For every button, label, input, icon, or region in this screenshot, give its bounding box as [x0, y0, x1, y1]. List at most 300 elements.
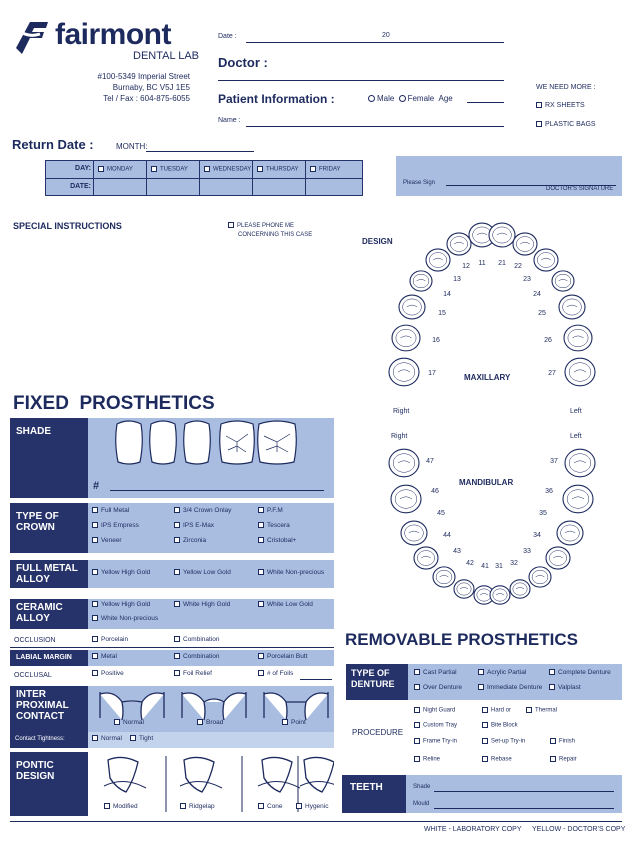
- procedure-option-checkbox[interactable]: [414, 738, 420, 744]
- procedure-option-text: Frame Try-in: [423, 738, 458, 745]
- crown-label: TYPE OF CROWN: [10, 503, 88, 553]
- pontic-section: [10, 752, 334, 816]
- procedure-option-checkbox[interactable]: [414, 707, 420, 713]
- denture-option: [478, 669, 526, 676]
- occlusal-option-text: Positive: [101, 670, 124, 677]
- ceramic-option-text: White Low Gold: [267, 601, 313, 608]
- metal-option-checkbox[interactable]: [174, 569, 180, 575]
- shade-hash: #: [93, 480, 100, 492]
- right-upper-label: Right: [393, 408, 410, 415]
- day-tuesday: [151, 166, 188, 173]
- tightness-option-text: Normal: [101, 735, 122, 742]
- crown-option-checkbox[interactable]: [258, 507, 264, 513]
- age-field[interactable]: [467, 102, 504, 103]
- tooth-44[interactable]: [414, 547, 438, 569]
- tooth-26[interactable]: [564, 325, 592, 351]
- day-tuesday-checkbox[interactable]: [151, 166, 157, 172]
- tooth-21[interactable]: [489, 223, 515, 247]
- tooth-number: 26: [544, 337, 552, 344]
- tooth-number: 42: [466, 560, 474, 567]
- occlusal-option: [174, 670, 212, 677]
- procedure-option-checkbox[interactable]: [482, 707, 488, 713]
- labial-option-text: Metal: [101, 653, 117, 660]
- crown-option-checkbox[interactable]: [174, 522, 180, 528]
- procedure-option-text: Hard or: [491, 707, 512, 714]
- ceramic-option-text: White High Gold: [183, 601, 231, 608]
- tightness-section: [10, 732, 334, 748]
- occlusal-option: [92, 670, 124, 677]
- signature-box: [396, 156, 622, 196]
- crown-option-text: IPS E-Max: [183, 522, 215, 529]
- logo-mark-icon: [10, 18, 52, 58]
- metal-option: [258, 569, 324, 576]
- denture-option: [549, 669, 611, 676]
- occlusal-option-text: # of Foils: [267, 670, 294, 677]
- tooth-34[interactable]: [546, 547, 570, 569]
- metal-option-text: Yellow High Gold: [101, 569, 151, 576]
- tooth-25[interactable]: [559, 295, 585, 319]
- day-friday: [310, 166, 341, 173]
- procedure-option-checkbox[interactable]: [482, 738, 488, 744]
- tooth-12[interactable]: [447, 233, 471, 255]
- lab-address-1: #100-5349 Imperial Street: [97, 72, 190, 81]
- ceramic-section: [10, 599, 334, 629]
- tooth-14[interactable]: [410, 271, 432, 291]
- logo: [10, 18, 52, 58]
- tightness-option-text: Tight: [139, 735, 154, 742]
- tooth-23[interactable]: [534, 249, 558, 271]
- pontic-checkbox[interactable]: [296, 803, 302, 809]
- tooth-number: 45: [437, 510, 445, 517]
- female-label: Female: [407, 94, 435, 103]
- tooth-number: 46: [431, 488, 439, 495]
- crown-option: [174, 537, 206, 544]
- left-upper-label: Left: [570, 408, 582, 415]
- denture-option-checkbox[interactable]: [414, 669, 420, 675]
- ceramic-option: [258, 601, 313, 608]
- tooth-number: 11: [478, 260, 486, 267]
- ceramic-option-checkbox[interactable]: [258, 601, 264, 607]
- tooth-31[interactable]: [490, 586, 510, 604]
- pontic-option-text: Modified: [113, 803, 138, 810]
- procedure-option: [414, 707, 455, 714]
- contact-option-text: Point: [291, 719, 306, 726]
- tightness-option-checkbox[interactable]: [92, 735, 98, 741]
- sign-label: Please Sign: [403, 180, 436, 186]
- contact-option-text: Normal: [123, 719, 144, 726]
- pontic-option-text: Ridgelap: [189, 803, 215, 810]
- male-label: Male: [377, 94, 395, 103]
- denture-section: [346, 664, 622, 700]
- procedure-option-text: Rebase: [491, 756, 512, 763]
- shade-label: SHADE: [10, 418, 88, 498]
- pontic-checkbox[interactable]: [258, 803, 264, 809]
- tooth-33[interactable]: [529, 567, 551, 587]
- denture-option: [549, 684, 581, 691]
- denture-option-checkbox[interactable]: [549, 669, 555, 675]
- contact-option: [114, 719, 144, 726]
- female-radio[interactable]: [399, 95, 406, 102]
- pontic-option: [180, 803, 215, 810]
- ceramic-option-text: White Non-precious: [101, 615, 159, 622]
- special-instructions-label: SPECIAL INSTRUCTIONS: [13, 221, 122, 231]
- design-label: DESIGN: [362, 237, 393, 246]
- ceramic-option-checkbox[interactable]: [92, 615, 98, 621]
- denture-option-text: Cast Partial: [423, 669, 457, 676]
- lab-name: fairmont: [55, 18, 171, 51]
- tightness-label: Contact Tightness:: [10, 732, 88, 748]
- phone-me-checkbox[interactable]: [228, 222, 234, 228]
- denture-option: [478, 684, 542, 691]
- crown-option-checkbox[interactable]: [174, 507, 180, 513]
- ceramic-label: CERAMIC ALLOY: [10, 599, 88, 629]
- ceramic-option: [92, 615, 158, 622]
- mandibular-label: MANDIBULAR: [459, 478, 514, 487]
- day-thursday-text: THURSDAY: [266, 166, 299, 173]
- tooth-number: 14: [443, 291, 451, 298]
- contact-option-checkbox[interactable]: [282, 719, 288, 725]
- procedure-option: [414, 756, 440, 763]
- procedure-option: [482, 756, 512, 763]
- tooth-number: 37: [550, 458, 558, 465]
- occlusal-option-text: Foil Relief: [183, 670, 212, 677]
- day-col-divider: [252, 161, 253, 195]
- day-col-divider: [146, 161, 147, 195]
- rx-checkbox[interactable]: [536, 102, 542, 108]
- tooth-number: 44: [443, 532, 451, 539]
- footer-white: WHITE - LABORATORY COPY: [424, 826, 522, 833]
- crown-option: [174, 507, 231, 514]
- tooth-number: 16: [432, 337, 440, 344]
- maxillary-label: MAXILLARY: [464, 373, 511, 382]
- tooth-37[interactable]: [565, 449, 595, 477]
- labial-option: [174, 653, 220, 660]
- crown-option-text: IPS Empress: [101, 522, 139, 529]
- labial-label: LABIAL MARGIN: [10, 650, 88, 666]
- labial-option: [92, 653, 117, 660]
- month-field[interactable]: [146, 151, 254, 152]
- tooth-35[interactable]: [557, 521, 583, 545]
- shade-tooth: [258, 421, 297, 464]
- date-year: 20: [382, 32, 390, 39]
- tooth-45[interactable]: [401, 521, 427, 545]
- doctor-label: Doctor :: [218, 55, 268, 70]
- day-thursday-checkbox[interactable]: [257, 166, 263, 172]
- bags-checkbox[interactable]: [536, 121, 542, 127]
- crown-option-text: 3/4 Crown Onlay: [183, 507, 232, 514]
- shade-tooth: [220, 421, 255, 464]
- crown-option: [258, 507, 283, 514]
- crown-option: [92, 522, 139, 529]
- day-friday-text: FRIDAY: [319, 166, 341, 173]
- month-label: MONTH:: [116, 142, 148, 151]
- male-radio[interactable]: [368, 95, 375, 102]
- age-label: Age: [438, 94, 453, 103]
- teeth-section: [342, 775, 622, 813]
- procedure-option-text: Bite Block: [491, 722, 518, 729]
- pontic-diagram: [300, 757, 334, 792]
- contact-option-text: Broad: [206, 719, 224, 726]
- foils-field[interactable]: [300, 679, 332, 680]
- metal-section: [10, 560, 334, 588]
- occlusion-option: [92, 636, 128, 643]
- tooth-number: 17: [428, 370, 436, 377]
- ceramic-option-checkbox[interactable]: [174, 601, 180, 607]
- tooth-17[interactable]: [389, 358, 419, 386]
- contact-diagram: [100, 692, 164, 720]
- labial-option-text: Combination: [183, 653, 220, 660]
- metal-option-checkbox[interactable]: [92, 569, 98, 575]
- pontic-option: [104, 803, 138, 810]
- tooth-42[interactable]: [454, 580, 474, 598]
- procedure-option: [482, 707, 511, 714]
- teeth-label: TEETH: [342, 775, 406, 813]
- tightness-option-checkbox[interactable]: [130, 735, 136, 741]
- denture-option-checkbox[interactable]: [549, 684, 555, 690]
- phone-me-option: PLEASE PHONE ME CONCERNING THIS CASE: [228, 222, 312, 240]
- occlusion-option: [174, 636, 220, 643]
- inter-label: INTER PROXIMAL CONTACT: [10, 686, 88, 732]
- tooth-36[interactable]: [563, 485, 593, 513]
- date-label: Date :: [218, 33, 237, 40]
- day-monday: [98, 166, 133, 173]
- occlusal-option-checkbox[interactable]: [258, 670, 264, 676]
- tooth-number: 43: [453, 548, 461, 555]
- denture-option-checkbox[interactable]: [478, 669, 484, 675]
- pontic-option-text: Cone: [267, 803, 283, 810]
- procedure-option-checkbox[interactable]: [414, 722, 420, 728]
- labial-option: [258, 653, 307, 660]
- labial-option-text: Porcelain Butt: [267, 653, 308, 660]
- special-instructions-area[interactable]: [13, 240, 353, 390]
- crown-option-text: P.F.M: [267, 507, 283, 514]
- day-col-divider: [93, 161, 94, 195]
- name-field[interactable]: [246, 126, 504, 127]
- need-more-title: WE NEED MORE :: [536, 84, 596, 91]
- need-rx: RX SHEETS: [536, 102, 585, 109]
- pontic-option-text: Hygenic: [305, 803, 329, 810]
- tooth-number: 31: [495, 563, 503, 570]
- lab-address-2: Burnaby, BC V5J 1E5: [112, 83, 190, 92]
- day-monday-checkbox[interactable]: [98, 166, 104, 172]
- pontic-diagram: [258, 757, 300, 792]
- tooth-16[interactable]: [392, 325, 420, 351]
- fixed-prosthetics-title: FIXED PROSTHETICS: [13, 393, 215, 414]
- metal-option-text: White Non-precious: [267, 569, 325, 576]
- tooth-24[interactable]: [552, 271, 574, 291]
- denture-option: [414, 669, 457, 676]
- day-friday-checkbox[interactable]: [310, 166, 316, 172]
- tooth-22[interactable]: [513, 233, 537, 255]
- denture-option-checkbox[interactable]: [414, 684, 420, 690]
- shade-teeth-icon: [114, 420, 324, 468]
- occlusal-option: [258, 670, 293, 677]
- procedure-option: [414, 738, 457, 745]
- shade-tooth: [150, 421, 177, 464]
- crown-option-checkbox[interactable]: [92, 507, 98, 513]
- occlusion-option-checkbox[interactable]: [92, 636, 98, 642]
- procedure-option: [482, 722, 518, 729]
- lab-sub: DENTAL LAB: [133, 50, 200, 62]
- crown-option: [92, 537, 122, 544]
- procedure-option: [550, 738, 575, 745]
- crown-option: [258, 537, 296, 544]
- tooth-number: 15: [438, 310, 446, 317]
- tooth-46[interactable]: [391, 485, 421, 513]
- patient-label: Patient Information :: [218, 92, 335, 106]
- procedure-option-checkbox[interactable]: [550, 756, 556, 762]
- contact-option-checkbox[interactable]: [114, 719, 120, 725]
- labial-option-checkbox[interactable]: [258, 653, 264, 659]
- ceramic-option: [174, 601, 230, 608]
- metal-option: [92, 569, 150, 576]
- ceramic-option: [92, 601, 150, 608]
- ceramic-option-checkbox[interactable]: [92, 601, 98, 607]
- occlusion-option-text: Porcelain: [101, 636, 129, 643]
- tooth-number: 47: [426, 458, 434, 465]
- lab-phone: Tel / Fax : 604-875-6055: [103, 94, 190, 103]
- doctor-field[interactable]: [218, 80, 504, 81]
- teeth-shade-field[interactable]: [434, 791, 614, 792]
- crown-option-checkbox[interactable]: [258, 537, 264, 543]
- crown-option-checkbox[interactable]: [174, 537, 180, 543]
- tooth-32[interactable]: [510, 580, 530, 598]
- denture-option-text: Over Denture: [423, 684, 463, 691]
- return-date-label: Return Date :: [12, 137, 94, 152]
- return-date-table: [45, 160, 363, 196]
- crown-option-checkbox[interactable]: [92, 537, 98, 543]
- procedure-option-checkbox[interactable]: [550, 738, 556, 744]
- procedure-option-text: Finish: [559, 738, 576, 745]
- tooth-number: 35: [539, 510, 547, 517]
- tightness-option: [130, 735, 153, 742]
- day-wednesday: [204, 166, 251, 173]
- day-label: DAY:: [75, 165, 91, 172]
- date-field[interactable]: [246, 42, 504, 43]
- procedure-option-text: Night Guard: [423, 707, 456, 714]
- crown-option-text: Tescera: [267, 522, 290, 529]
- gender-options: [366, 94, 453, 103]
- denture-option-text: Immediate Denture: [487, 684, 543, 691]
- tooth-43[interactable]: [433, 567, 455, 587]
- shade-r-label: Shade: [413, 784, 431, 790]
- day-col-divider: [305, 161, 306, 195]
- contact-option: [197, 719, 223, 726]
- denture-label: TYPE OF DENTURE: [346, 664, 408, 700]
- procedure-option: [414, 722, 457, 729]
- day-wednesday-text: WEDNESDAY: [213, 166, 252, 173]
- crown-section: [10, 503, 334, 553]
- crown-option-checkbox[interactable]: [258, 522, 264, 528]
- contact-diagram: [264, 692, 328, 720]
- procedure-option-checkbox[interactable]: [414, 756, 420, 762]
- pontic-checkbox[interactable]: [104, 803, 110, 809]
- name-label: Name :: [218, 117, 241, 124]
- tooth-47[interactable]: [389, 449, 419, 477]
- contact-option: [282, 719, 306, 726]
- shade-tooth: [116, 421, 143, 464]
- pontic-diagram: [104, 757, 146, 792]
- day-col-divider: [199, 161, 200, 195]
- occlusal-option-checkbox[interactable]: [174, 670, 180, 676]
- metal-option-checkbox[interactable]: [258, 569, 264, 575]
- occlusion-option-checkbox[interactable]: [174, 636, 180, 642]
- crown-option-text: Veneer: [101, 537, 122, 544]
- tooth-15[interactable]: [399, 295, 425, 319]
- shade-section: [10, 418, 334, 498]
- day-thursday: [257, 166, 299, 173]
- tooth-number: 22: [514, 263, 522, 270]
- procedure-option-checkbox[interactable]: [482, 756, 488, 762]
- signature-caption: DOCTOR'S SIGNATURE: [546, 186, 614, 192]
- left-lower-label: Left: [570, 433, 582, 440]
- metal-option: [174, 569, 231, 576]
- date-row-label: DATE:: [70, 183, 91, 190]
- right-lower-label: Right: [391, 433, 408, 440]
- tightness-option: [92, 735, 122, 742]
- contact-option-checkbox[interactable]: [197, 719, 203, 725]
- tooth-number: 33: [523, 548, 531, 555]
- metal-label: FULL METAL ALLOY: [10, 560, 88, 588]
- tooth-number: 13: [453, 276, 461, 283]
- crown-option-text: Zirconia: [183, 537, 207, 544]
- teeth-mould-field[interactable]: [434, 808, 614, 809]
- crown-option-text: Cristobal+: [267, 537, 297, 544]
- tooth-number: 21: [498, 260, 506, 267]
- tooth-number: 27: [548, 370, 556, 377]
- procedure-option-checkbox[interactable]: [482, 722, 488, 728]
- shade-field[interactable]: [110, 490, 324, 491]
- occlusion-option-text: Combination: [183, 636, 220, 643]
- mould-label: Mould: [413, 801, 430, 807]
- denture-option: [414, 684, 462, 691]
- crown-option: [174, 522, 214, 529]
- pontic-checkbox[interactable]: [180, 803, 186, 809]
- crown-option: [258, 522, 290, 529]
- contact-diagram: [182, 692, 246, 720]
- pontic-label: PONTIC DESIGN: [10, 752, 88, 816]
- procedure-option-text: Custom Tray: [423, 722, 458, 729]
- shade-tooth: [184, 421, 211, 464]
- labial-section: [10, 650, 334, 666]
- day-monday-text: MONDAY: [107, 166, 133, 173]
- denture-option-text: Acrylic Partial: [487, 669, 527, 676]
- labial-option-checkbox[interactable]: [174, 653, 180, 659]
- denture-option-checkbox[interactable]: [478, 684, 484, 690]
- tooth-number: 34: [533, 532, 541, 539]
- procedure-option-text: Thermal: [535, 707, 558, 714]
- procedure-option-text: Set-up Try-in: [491, 738, 526, 745]
- tooth-number: 32: [510, 560, 518, 567]
- crown-option-checkbox[interactable]: [92, 522, 98, 528]
- day-tuesday-text: TUESDAY: [160, 166, 188, 173]
- procedure-option: [482, 738, 525, 745]
- tooth-13[interactable]: [426, 249, 450, 271]
- metal-option-text: Yellow Low Gold: [183, 569, 231, 576]
- footer-yellow: YELLOW - DOCTOR'S COPY: [532, 826, 626, 833]
- ceramic-option-text: Yellow High Gold: [101, 601, 151, 608]
- tooth-27[interactable]: [565, 358, 595, 386]
- occlusal-option-checkbox[interactable]: [92, 670, 98, 676]
- occlusal-label: OCCLUSAL: [14, 672, 52, 679]
- labial-option-checkbox[interactable]: [92, 653, 98, 659]
- pontic-option: [258, 803, 283, 810]
- pontic-diagram: [180, 757, 222, 792]
- procedure-option-checkbox[interactable]: [526, 707, 532, 713]
- tooth-number: 24: [533, 291, 541, 298]
- denture-option-text: Complete Denture: [558, 669, 611, 676]
- day-wednesday-checkbox[interactable]: [204, 166, 210, 172]
